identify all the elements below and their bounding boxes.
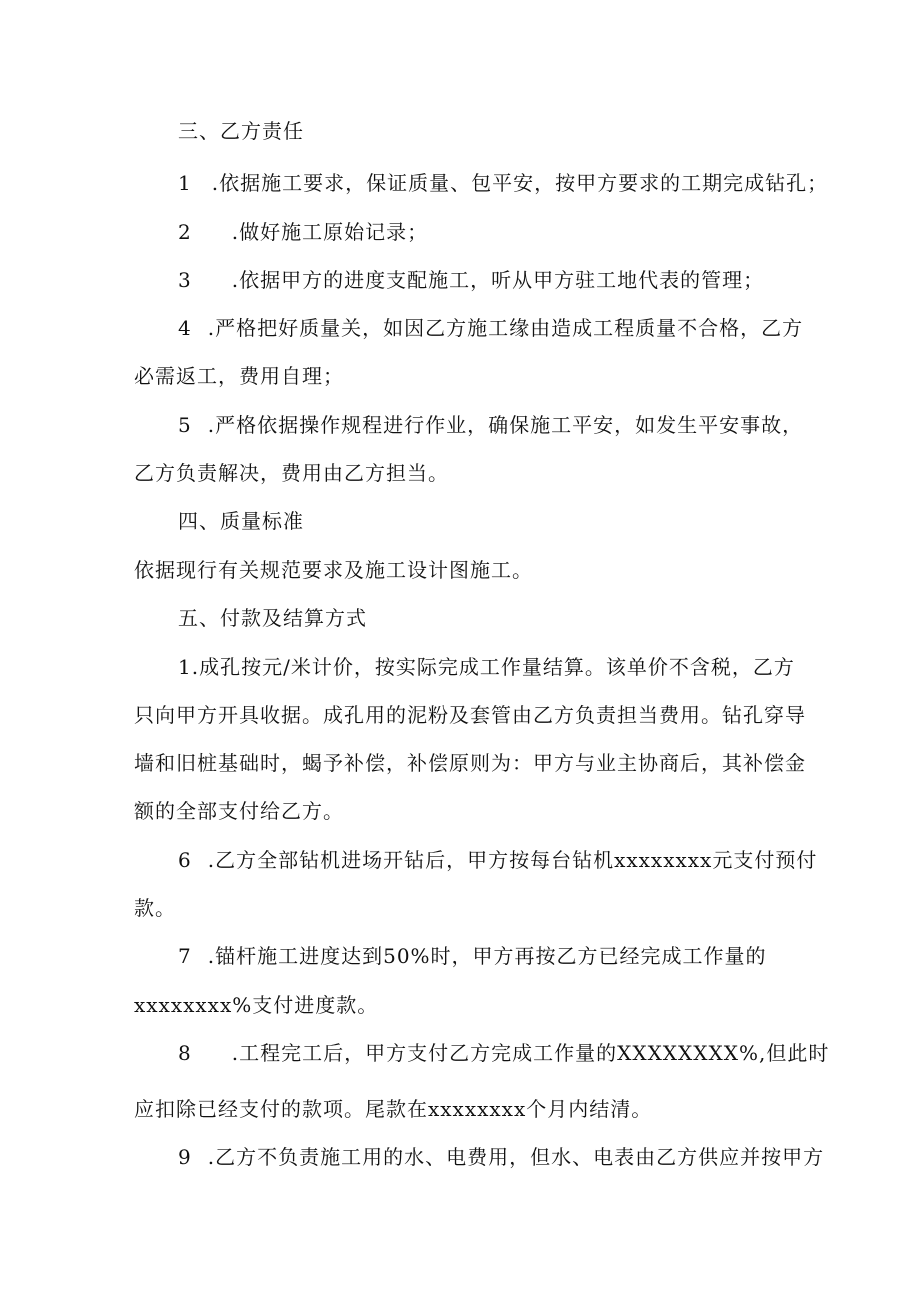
item-text: .依据甲方的进度支配施工，听从甲方驻工地代表的管理； — [231, 268, 765, 292]
item-continuation: 乙方负责解决，费用由乙方担当。 — [134, 461, 449, 485]
list-item — [178, 171, 828, 195]
item-number: 1 — [178, 171, 192, 195]
item-text: .锚杆施工进度达到50%时，甲方再按乙方已经完成工作量的 — [207, 944, 767, 968]
section-4-heading: 四、质量标准 — [178, 509, 304, 533]
list-item — [178, 1041, 829, 1065]
item-continuation: 额的全部支付给乙方。 — [134, 799, 344, 823]
section-5-heading: 五、付款及结算方式 — [178, 606, 367, 630]
list-item — [178, 655, 795, 679]
list-item — [178, 1145, 824, 1169]
item-continuation: xxxxxxxx%支付进度款。 — [134, 993, 379, 1017]
list-item — [178, 848, 817, 872]
item-number: 1 — [178, 655, 192, 679]
list-item — [178, 413, 803, 437]
item-continuation: 只向甲方开具收据。成孔用的泥粉及套管由乙方负责担当费用。钻孔穿导 — [134, 703, 806, 727]
item-number: 5 — [178, 413, 192, 437]
item-number: 2 — [178, 220, 192, 244]
list-item — [178, 316, 803, 340]
item-number: 9 — [178, 1145, 192, 1169]
item-text: .严格把好质量关，如因乙方施工缘由造成工程质量不合格，乙方 — [207, 316, 804, 340]
item-continuation: 应扣除已经支付的款项。尾款在xxxxxxxx个月内结清。 — [134, 1097, 653, 1121]
item-text: .乙方全部钻机进场开钻后，甲方按每台钻机xxxxxxxx元支付预付 — [207, 848, 818, 872]
item-number: 3 — [178, 268, 192, 292]
list-item — [178, 220, 428, 244]
item-number: 6 — [178, 848, 192, 872]
list-item — [178, 268, 764, 292]
item-continuation: 款。 — [134, 896, 176, 920]
section-3-heading: 三、乙方责任 — [178, 119, 304, 143]
item-text: .工程完工后，甲方支付乙方完成工作量的XXXXXXXX%,但此时 — [231, 1041, 830, 1065]
item-text: .成孔按元/米计价，按实际完成工作量结算。该单价不含税，乙方 — [191, 655, 795, 679]
section-4-text: 依据现行有关规范要求及施工设计图施工。 — [134, 558, 533, 582]
item-number: 7 — [178, 944, 192, 968]
item-text: .乙方不负责施工用的水、电费用，但水、电表由乙方供应并按甲方 — [207, 1145, 825, 1169]
item-text: .依据施工要求，保证质量、包平安，按甲方要求的工期完成钻孔； — [211, 171, 829, 195]
item-continuation: 必需返工，费用自理； — [134, 364, 344, 388]
item-number: 4 — [178, 316, 192, 340]
item-text: .做好施工原始记录； — [231, 220, 429, 244]
item-continuation: 墙和旧桩基础时，蝎予补偿，补偿原则为：甲方与业主协商后，其补偿金 — [134, 751, 806, 775]
list-item — [178, 944, 767, 968]
item-text: .严格依据操作规程进行作业，确保施工平安，如发生平安事故， — [207, 413, 804, 437]
item-number: 8 — [178, 1041, 192, 1065]
